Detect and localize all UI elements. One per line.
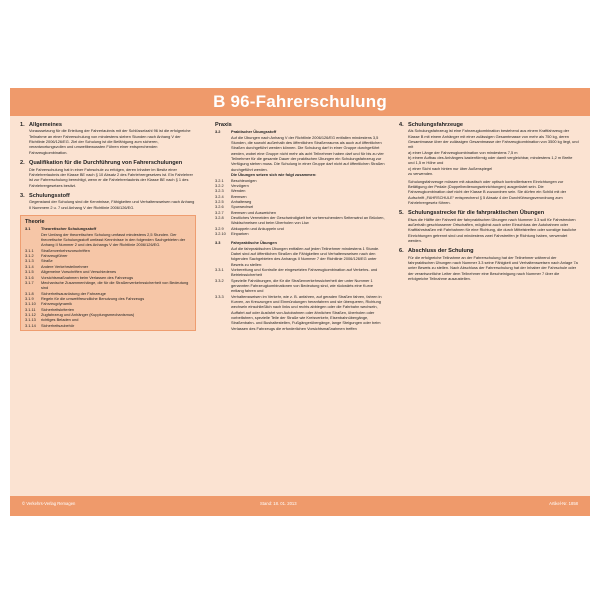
title-banner: [10, 88, 590, 116]
item-text: Wenden: [231, 188, 246, 194]
item-number: 3.3.3: [215, 293, 224, 299]
item-number: 3.1.13: [25, 317, 36, 323]
list-item: [215, 215, 385, 226]
section-schulungsstoff: [20, 193, 196, 210]
section-heading: Qualifikation für die Durchführung von Fahrerschulungen: [29, 160, 183, 167]
praxis-list: [215, 178, 385, 237]
fahrzeuge-item: zu verwenden.: [408, 171, 434, 177]
item-number: 3.3.2: [215, 277, 224, 283]
subsection-number: 3.1: [25, 226, 31, 232]
item-text: Sicherheitsausrüstung der Fahrzeuge: [41, 290, 106, 296]
footer-article: Artikel-Nr. 1858: [549, 501, 578, 506]
item-text: Fahrzeugführer: [41, 253, 68, 259]
item-number: 3.2.7: [215, 209, 224, 215]
fahrzeuge-item: b) einem Aufbau des Anhängers kastenförmig oder damit vergleichbar, mindestens 1,2 m Breite und 1,5 m Höhe und: [408, 155, 573, 166]
fahrzeuge-items: [399, 150, 579, 177]
item-number: 3.1.11: [25, 306, 36, 312]
list-item: [215, 294, 385, 331]
item-number: 3.1.6: [25, 274, 34, 280]
item-number: 3.3.1: [215, 267, 224, 272]
list-item: [25, 323, 191, 328]
item-text: Vorsichtsmaßnahmen beim Verlassen des Fahrzeugs: [41, 274, 134, 280]
section-heading: Schulungsfahrzeuge: [408, 122, 464, 128]
item-text: richtiges Beladen und: [41, 317, 79, 323]
item-text: Mechanische Zusammenhänge, die für die Straßenverkehrssicherheit von Bedeutung sind: [41, 279, 189, 291]
item-text: Vorbereitung und Kontrolle der eingesetzten Fahrzeugkombination auf Verkehrs- und Betriebssicherheit: [231, 267, 378, 278]
page-title: B 96-Fahrerschulung: [213, 92, 387, 111]
subsection-heading: Theoretischer Schulungsstoff: [41, 226, 97, 232]
item-text: Deutliches Vermeiden der Geschwindigkeit bei vorherrschendem Seitenwind an Brücken, Waldschneisen und beim Überholen von Lkw: [231, 214, 385, 226]
item-number: 3.1.5: [25, 269, 34, 275]
item-number: 3.1.10: [25, 301, 36, 307]
list-item: [215, 231, 385, 236]
section-number: 2.: [20, 160, 25, 167]
column-left: [20, 122, 196, 331]
item-text: Beschleunigen: [231, 177, 257, 183]
section-number: 1.: [20, 122, 25, 128]
section-heading: Allgemeines: [29, 122, 62, 128]
item-number: 3.2.1: [215, 177, 224, 183]
section-strecke: [399, 210, 579, 243]
section-qualifikation: [20, 160, 196, 188]
column-right: [399, 122, 579, 286]
item-text: Anhalteweg: [231, 198, 252, 204]
subsection-number: 3.3: [215, 240, 221, 246]
column-middle: [215, 122, 385, 331]
item-number: 3.2.4: [215, 193, 224, 199]
item-text: Zugfahrzeug und Anhänger (Kupplungsmechanismus): [41, 311, 135, 317]
item-text: Regeln für die umweltfreundliche Benutzung des Fahrzeugs: [41, 295, 145, 301]
section-abschluss: [399, 248, 579, 281]
section-allgemeines: [20, 122, 196, 155]
item-text: Fahrzeugdynamik: [41, 301, 72, 307]
section-text-2: Schulungsfahrzeuge müssen mit akustisch oder optisch kontrollierbaren Einrichtungen zur Betätigung der Pedale (Doppelbedienungseinrichtungen) ausgerüstet sein. Die Fahrzeugkombination darf nicht der Klasse B zuzuordnen sein. Sie dürfen ein Schild mit der Aufschrift „FAHRSCHULE“ entsprechend § 5 Absatz 4 der Durchführungsverordnung zum Fahrlehrergesetz führen.: [408, 178, 567, 205]
item-text: Allgemeine Vorschriften und Verschiedenes: [41, 269, 117, 275]
section-text: Für die erfolgreiche Teilnahme an der Fahrerschulung hat der Teilnehmer während der fahrpraktischen Übungen nach Nummer 3.3 seine Fähigkeit und Verhaltensweisen nach Anlage 7a unter Beweis zu stellen. Nach Abschluss der Fahrerschulung hat der Inhaber der Fahrschule oder der verantwortliche Leiter dem Teilnehmer eine Bescheinigung nach Nummer 7 über die erfolgreiche Teilnahme auszustellen.: [408, 254, 578, 282]
item-text: Bremsen und Ausweichen: [231, 209, 276, 215]
section-number: 6.: [399, 248, 404, 255]
section-heading: Schulungsstoff: [29, 192, 70, 199]
section-number: 4.: [399, 122, 404, 128]
item-number: 3.2.8: [215, 214, 224, 220]
item-text: Andere Verkehrsteilnehmer: [41, 263, 89, 269]
list-item: [25, 280, 191, 291]
section-number: 5.: [399, 210, 404, 217]
item-number: 3.1.12: [25, 311, 36, 317]
section-text: Gegenstand der Schulung sind die Kenntnisse, Fähigkeiten und Verhaltensweisen nach Anhang II Nummern 2 u. 7 und Anhang V der Richtlinie 2006/126/EG.: [29, 199, 195, 210]
item-number: 3.2.10: [215, 230, 226, 236]
subsection-heading: Fahrpraktische Übungen: [231, 240, 277, 246]
item-number: 3.2.3: [215, 188, 224, 194]
subsection-number: 3.2: [215, 129, 221, 135]
theorie-intro: Der Umfang der theoretischen Schulung umfasst mindestens 2,5 Stunden. Der theoretische Schulungsstoff umfasst Kenntnisse in den folgenden Sachgebieten der Anhang II Nummer 2 und des Anhangs V der Richtlinie 2006/126/EG.: [41, 231, 186, 248]
item-text: Spezielle Fahrübungen, die für die Straßenverkehrssicherheit der unter Nummer 1 genannten Fahrzeugkombinationen von Bedeutung sind, wie rückwärts eine Kurve entlang fahren und: [231, 277, 374, 294]
item-number: 3.1.8: [25, 290, 34, 296]
item-number: 3.2.9: [215, 225, 224, 231]
section-text: Etwa die Hälfte der Fahrzeit der fahrpraktischen Übungen nach Nummer 3.3 soll für Fahrstrecken außerhalb geschlossener Ortschaften, möglichst auch unter Einschluss der Autobahnen oder Kraftfahrstraßen mit Fahrbahnen für eine Richtung, die durch Mittelstreifen oder sonstige bauliche Einrichtungen getrennt sind und mindestens zwei Fahrstreifen je Richtung haben, verwendet werden.: [408, 216, 577, 243]
footer-bar: [10, 496, 590, 516]
item-text: Sicherheitszubehör: [41, 322, 75, 328]
item-text: Einparken: [231, 230, 249, 236]
item-number: 3.1.9: [25, 295, 34, 301]
section-number: 3.: [20, 192, 25, 199]
list-item: [215, 278, 385, 294]
subsection-heading: Praktischer Übungsstoff: [231, 129, 277, 135]
section-text: Voraussetzung für die Erteilung der Fahrerlaubnis mit der Schlüsselzahl 96 ist die erfolgreiche Teilnahme an einer Fahrerschulung von mindestens sieben Stunden nach Anhang V der Richtlinie 2006/126/EG. Ziel der Schulung ist die Befähigung zum sicheren, verantwortungsvollen und umweltbewussten Führen einer entsprechenden Fahrzeugkombination.: [29, 128, 191, 155]
theorie-title: Theorie: [25, 219, 45, 225]
praxis-subhead: Die Übungen setzen sich wie folgt zusammen:: [231, 172, 317, 178]
footer-stand: Stand: 18. 01. 2013: [260, 501, 297, 506]
item-number: 3.2.2: [215, 182, 224, 188]
poster: [10, 88, 590, 516]
item-text: Sicherheitskriterien: [41, 306, 75, 312]
item-text: Verzögern: [231, 182, 249, 188]
list-item: [215, 267, 385, 278]
item-number: 3.1.3: [25, 258, 34, 264]
section-heading: Abschluss der Schulung: [408, 248, 474, 255]
praxis-title: Praxis: [215, 122, 232, 128]
fahrpraxis-intro: Auf die fahrpraktischen Übungen entfallen auf jeden Teilnehmer mindestens 1 Stunde. Dabei sind auf öffentlichen Straßen die Fähigkeiten und Verhaltensweisen nach den folgenden Sachgebieten des Anhangs II Nummer 7 der Richtlinie 2006/126/EG unter Beweis zu stellen:: [231, 245, 380, 267]
item-text: Verhaltensweisen im Verkehr, wie z. B. anfahren, auf geraden Straßen fahren, fahren in Kurven, an Kreuzungen und Einmündungen heranfahren und sie überqueren, Richtung wechseln einschließlich nach links und rechts abbiegen oder die Fahrbahn wechseln, Auffahrt auf oder Ausfahrt von Autobahnen oder ähnlichen Straßen, überholen oder vorbeifahren, spezielle Teile der Straße wie Kreisverkehr, Eisenbahnübergänge, Straßenbahn- und Bushaltestellen, Fußgängerübergänge, lange Steigungen oder beim Verlassen des Fahrzeugs die erforderlichen Vorsichtsmaßnahmen treffen: [231, 293, 382, 331]
section-fahrzeuge: [399, 122, 579, 205]
item-number: 3.2.5: [215, 198, 224, 204]
item-text: Spurwechsel: [231, 204, 254, 210]
item-number: 3.1.4: [25, 263, 34, 269]
item-number: 3.1.14: [25, 322, 36, 328]
fahrzeuge-item: c) einer Sicht nach hinten nur über Außenspiegel: [408, 165, 493, 171]
item-text: Straße: [41, 258, 53, 264]
praxis-intro: Auf die Übungen nach Anhang V der Richtlinie 2006/126/EG entfallen mindestens 3,5 Stunden, die sowohl außerhalb des öffentlichen Straßenraums als auch auf öffentlichen Straßen durchgeführt werden können. Die Schulung darf in einer Gruppe durchgeführt werden, wobei eine Gruppe nicht mehr als acht Teilnehmer haben darf und für bis zu vier Teilnehmer für die gesamte Dauer der praktischen Übungen ein Schulungsfahrzeug zur Verfügung stehen muss. Die Schulung in einer Gruppe darf nicht auf öffentlichen Straßen durchgeführt werden.: [231, 134, 385, 172]
item-number: 3.1.7: [25, 279, 34, 285]
item-number: 3.1.1: [25, 247, 34, 253]
footer-publisher: © Verkehrs-Verlag Remagen: [22, 501, 76, 506]
item-number: 3.1.2: [25, 253, 34, 259]
fahrzeuge-item: a) einer Länge der Fahrzeugkombination von mindestens 7,5 m: [408, 149, 518, 155]
theorie-list: [25, 248, 191, 328]
theorie-box: [20, 215, 196, 331]
section-text: Als Schulungsfahrzeug ist eine Fahrzeugkombination bestehend aus einem Kraftfahrzeug der Klasse B mit einem Anhänger mit einer zulässigen Gesamtmasse von mehr als 750 kg, deren Gesamtmasse über der zulässigen Gesamtmasse der Fahrzeugkombination von 3500 kg liegt, und mit: [408, 128, 579, 150]
item-text: Bremsen: [231, 193, 247, 199]
fahrpraxis-list: [215, 267, 385, 331]
item-text: Abkuppeln und Ankuppeln und: [231, 225, 284, 231]
section-text: Die Fahrerschulung hat in einer Fahrschule zu erfolgen, deren Inhaber im Besitz einer Fahrlehrerlaubnis der Klasse BE nach § 10 Absatz 2 des Fahrlehrergesetzes ist. Ein Fahrlehrer ist zur Fahrerschulung berechtigt, wenn er die Fahrlehrerlaubnis der Klasse BE nach § 1 des Fahrlehrergesetzes besitzt.: [29, 166, 193, 188]
section-heading: Schulungsstrecke für die fahrpraktischen Übungen: [408, 210, 545, 217]
item-number: 3.2.6: [215, 204, 224, 210]
item-text: Straßenverkehrsvorschriften: [41, 247, 90, 253]
